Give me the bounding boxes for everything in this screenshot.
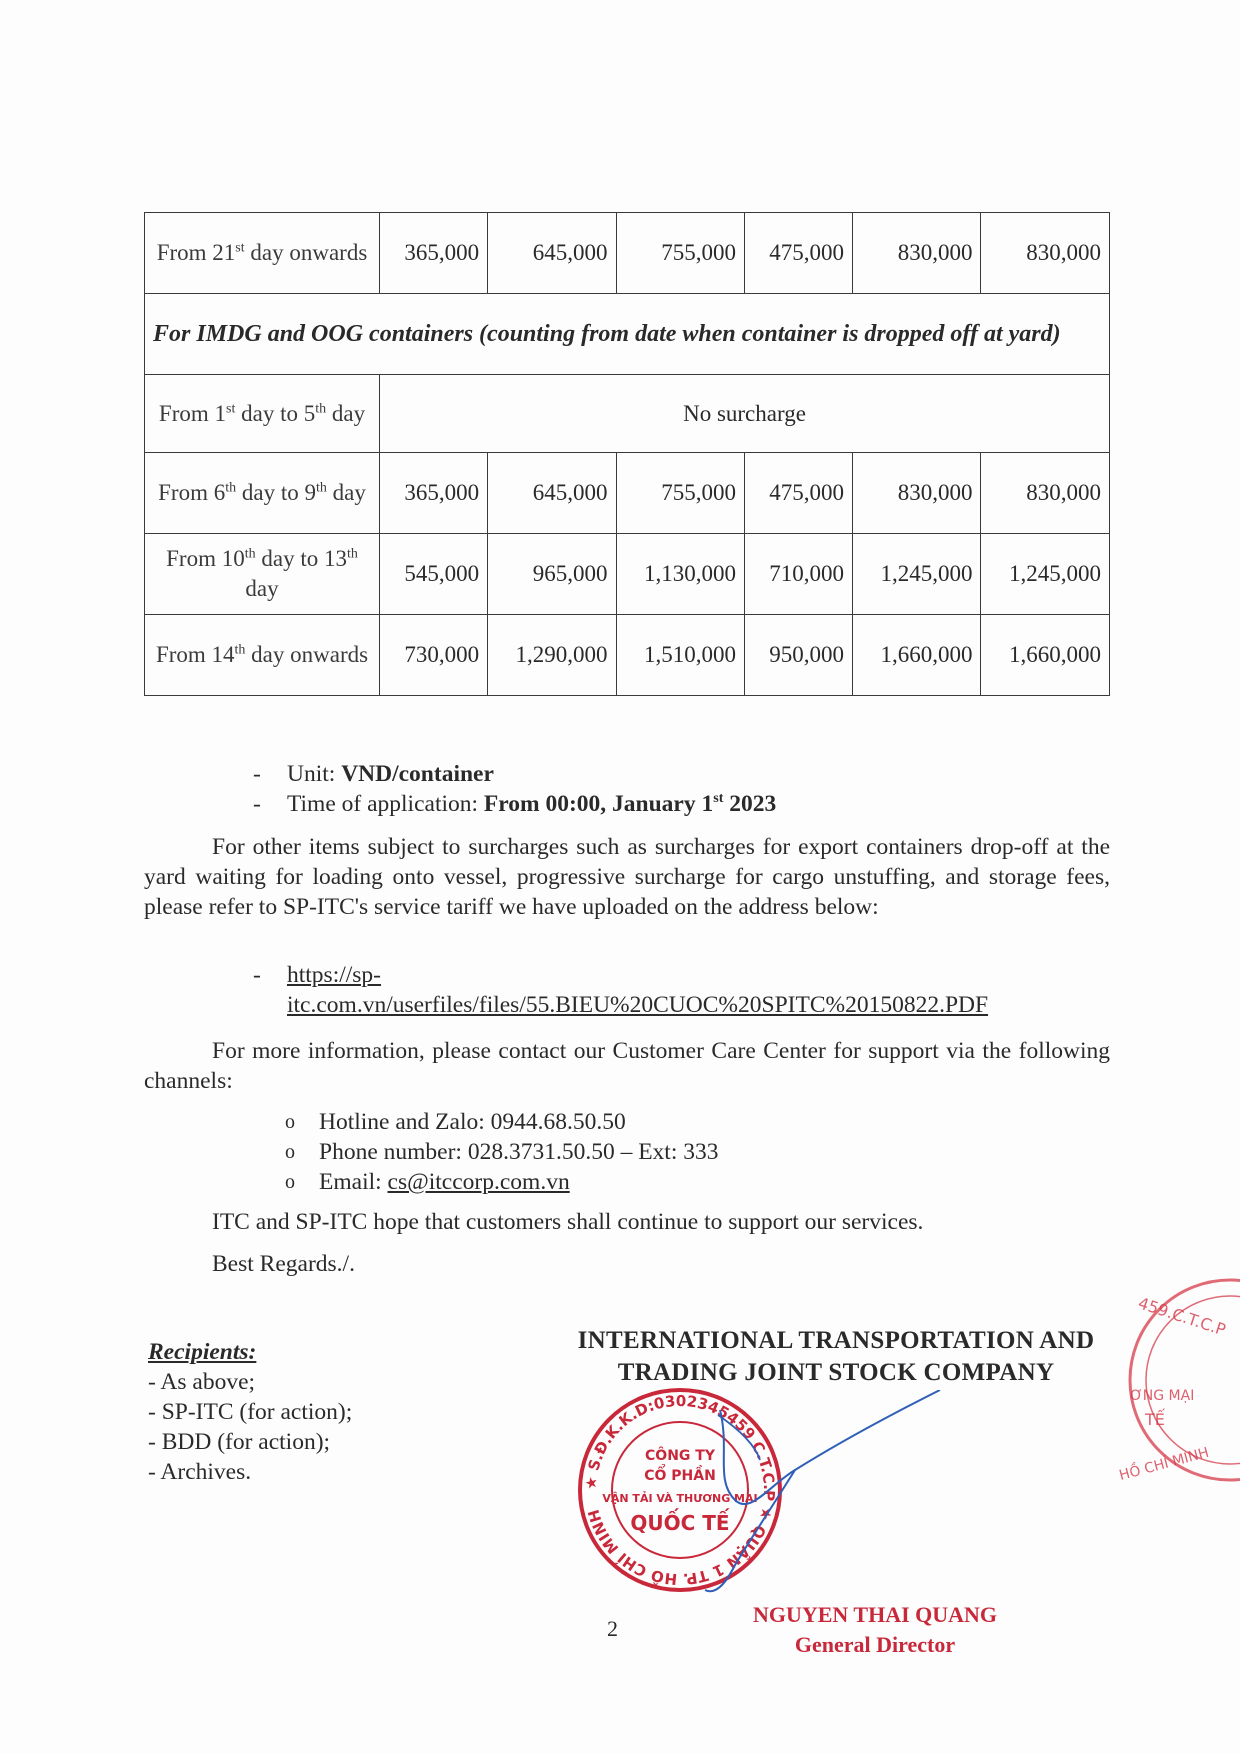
table-cell: 475,000	[744, 213, 852, 294]
page-number: 2	[607, 1616, 618, 1641]
tariff-link-line1[interactable]: https://sp-	[287, 962, 382, 988]
document-page: From 21st day onwards 365,000 645,000 755,000 475,000 830,000 830,000 For IMDG and OOG containers (counting from date when container is dropped off at yard) From 1st day to 5th day No surcharge From 6th day to 9th day 365,000 645,000 755,000 475,000 830,000 830,000 From 10th day to 13th day 545,000 965,000 1,130,000 710,000 1,245,000 1,245,000 From 14th day onwards 730,000 1,290,000 1,510,000 950,000 1,660,000 1,660,000 - Unit: VND/container - Time of application: From 00:00, January 1st 2023 For other items subject to surcharges such as surcharges for export containers drop-off at the yard waiting for loading onto vessel, progressive surcharge for cargo unstuffing, and storage fees, please refer to SP-ITC's service tariff we have uploaded on the address below: - https://sp- itc.com.vn/userfiles/files/55.BIEU%20CUOC%20SPITC%20150822.PDF For more information, please contact our Customer Care Center for support via the following channels: o Hotline and Zalo: 0944.68.50.50 o Phone number: 028.3731.50.50 – Ext: 333 o Email: cs@itccorp.com.vn ITC and SP-ITC hope that customers shall continue to support our services. Best Regards./. Recipients: - As above; - SP-ITC (for action); - BDD (for action); - Archives. INTERNATIONAL TRANSPORTATION AND TRADING JOINT STOCK COMPANY 459.C.T.C.P ƠNG MẠI TẾ HỒ CHÍ MINH ★ S.Đ.K.K.D:0302345459 C.T.C.P ★ QUẬN 1 TP. HỒ CHÍ MINH CÔNG TY CỔ PHẦN VẬN TẢI VÀ THƯƠNG MẠI QUỐC TẾ 2 NGUYEN THAI QUANG General Director	[0, 0, 1240, 1754]
svg-text:459.C.T.C.P: 459.C.T.C.P	[1135, 1293, 1229, 1340]
company-line: INTERNATIONAL TRANSPORTATION AND	[577, 1327, 1095, 1354]
other-surcharges-paragraph: For other items subject to surcharges such as surcharges for export containers drop-off at the yard waiting for loading onto vessel, progressive surcharge for cargo unstuffing, and storage fees, please refer to SP-ITC's service tariff we have uploaded on the address below:	[144, 834, 1110, 920]
svg-text:CÔNG TY: CÔNG TY	[645, 1448, 715, 1464]
table-cell: 950,000	[744, 615, 852, 696]
table-cell: 830,000	[981, 213, 1110, 294]
svg-text:VẬN TẢI VÀ THƯƠNG MẠI: VẬN TẢI VÀ THƯƠNG MẠI	[602, 1492, 758, 1505]
table-cell: 830,000	[853, 213, 981, 294]
recipient-item: - SP-ITC (for action);	[148, 1399, 353, 1425]
recipients-title: Recipients:	[148, 1339, 257, 1365]
row-label: From 21st day onwards	[145, 213, 380, 294]
table-cell: 1,245,000	[981, 534, 1110, 615]
table-row	[145, 453, 1110, 534]
table-section-row	[145, 294, 1110, 375]
table-cell: 730,000	[380, 615, 488, 696]
row-label: From 10th day to 13th day	[145, 534, 380, 615]
table-cell: 710,000	[744, 534, 852, 615]
table-cell: 830,000	[853, 453, 981, 534]
svg-text:ƠNG MẠI: ƠNG MẠI	[1130, 1388, 1195, 1404]
table-cell: 1,510,000	[616, 615, 744, 696]
email-link[interactable]: cs@itccorp.com.vn	[387, 1169, 570, 1195]
table-cell: 1,290,000	[488, 615, 616, 696]
recipient-item: - As above;	[148, 1369, 256, 1395]
tariff-link-line2[interactable]: itc.com.vn/userfiles/files/55.BIEU%20CUOC%20SPITC%20150822.PDF	[287, 992, 989, 1018]
company-line: TRADING JOINT STOCK COMPANY	[617, 1359, 1055, 1386]
table-cell: 1,245,000	[853, 534, 981, 615]
partial-stamp-image	[1100, 1275, 1240, 1495]
table-row	[145, 534, 1110, 615]
table-row	[145, 375, 1110, 453]
row-label: From 14th day onwards	[145, 615, 380, 696]
closing-sentence: ITC and SP-ITC hope that customers shall continue to support our services.	[212, 1209, 924, 1235]
table-cell: 545,000	[380, 534, 488, 615]
row-label: From 1st day to 5th day	[145, 375, 380, 453]
table-cell: 1,130,000	[616, 534, 744, 615]
signature-image	[660, 1390, 960, 1610]
no-surcharge-cell: No surcharge	[380, 375, 1110, 453]
company-name	[556, 1325, 1116, 1389]
svg-text:★ S.Đ.K.K.D:0302345459 C.T.C.P: ★ S.Đ.K.K.D:0302345459 C.T.C.P ★ QUẬN 1 TP. HỒ CHÍ MINH	[581, 1391, 779, 1589]
table-cell: 475,000	[744, 453, 852, 534]
table-cell: 365,000	[380, 213, 488, 294]
table-cell: 645,000	[488, 453, 616, 534]
table-cell: 830,000	[981, 453, 1110, 534]
regards: Best Regards./.	[212, 1251, 355, 1277]
table-cell: 965,000	[488, 534, 616, 615]
signer-title: General Director	[794, 1632, 956, 1657]
svg-text:CỔ PHẦN: CỔ PHẦN	[644, 1468, 716, 1484]
table-row	[145, 615, 1110, 696]
signer-name: NGUYEN THAI QUANG	[752, 1602, 998, 1627]
table-row	[145, 213, 1110, 294]
signer-block	[740, 1600, 1010, 1660]
surcharge-table	[144, 212, 1110, 696]
svg-text:HỒ CHÍ MINH: HỒ CHÍ MINH	[1117, 1444, 1211, 1485]
recipients-block	[148, 1337, 352, 1487]
recipient-item: - BDD (for action);	[148, 1429, 331, 1455]
table-cell: 365,000	[380, 453, 488, 534]
table-cell: 1,660,000	[981, 615, 1110, 696]
table-cell: 755,000	[616, 213, 744, 294]
section-heading: For IMDG and OOG containers (counting from date when container is dropped off at yard)	[145, 294, 1110, 375]
table-cell: 755,000	[616, 453, 744, 534]
svg-text:TẾ: TẾ	[1145, 1410, 1165, 1429]
contact-paragraph: For more information, please contact our Customer Care Center for support via the following channels:	[144, 1038, 1110, 1094]
table-cell: 1,660,000	[853, 615, 981, 696]
svg-text:QUỐC TẾ: QUỐC TẾ	[630, 1511, 730, 1535]
recipient-item: - Archives.	[148, 1459, 252, 1485]
row-label: From 6th day to 9th day	[145, 453, 380, 534]
table-cell: 645,000	[488, 213, 616, 294]
